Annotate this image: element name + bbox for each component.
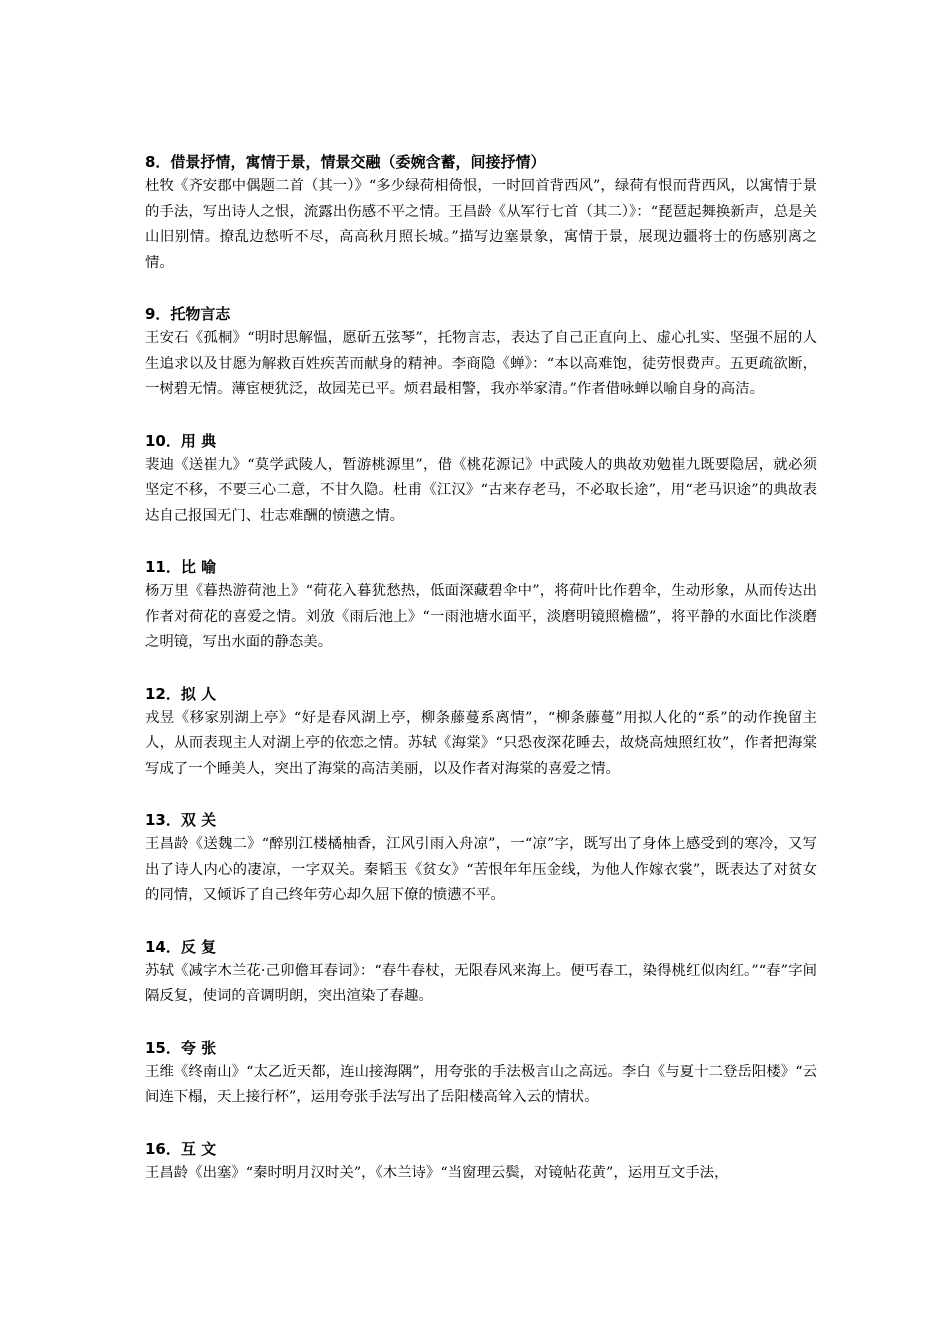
section-heading: 14．反 复	[145, 937, 217, 956]
section-11	[145, 555, 817, 656]
section-heading: 9．托物言志	[145, 305, 231, 323]
section-heading: 15．夸 张	[145, 1038, 217, 1057]
section-heading: 12．拟 人	[145, 684, 217, 703]
section-body: 戎昱《移家别湖上亭》“好是春风湖上亭，柳条藤蔓系离情”，“柳条藤蔓”用拟人化的“系”的动作挽留主人，从而表现主人对湖上亭的依恋之情。苏轼《海棠》“只恐夜深花睡去，故烧高烛照红妆”，作者把海棠写成了一个睡美人，突出了海棠的高洁美丽，以及作者对海棠的喜爱之情。	[145, 709, 817, 777]
section-body: 苏轼《减字木兰花·己卯儋耳春词》：“春牛春杖，无限春风来海上。便丐春工，染得桃红似肉红。”“春”字间隔反复，使词的音调明朗，突出渲染了春趣。	[145, 962, 817, 1004]
section-10	[145, 429, 817, 530]
section-8	[145, 150, 817, 276]
section-heading: 11．比 喻	[145, 558, 217, 576]
section-14	[145, 935, 817, 1010]
section-13	[145, 808, 817, 909]
section-body: 王昌龄《送魏二》“醉别江楼橘柚香，江风引雨入舟凉”，一“凉”字，既写出了身体上感受到的寒冷，又写出了诗人内心的凄凉，一字双关。秦韬玉《贫女》“苦恨年年压金线，为他人作嫁衣裳”，既表达了对贫女的同情，又倾诉了自己终年劳心却久屈下僚的愤懑不平。	[145, 836, 817, 903]
section-15	[145, 1036, 817, 1111]
section-16	[145, 1137, 817, 1187]
section-body: 杨万里《暮热游荷池上》“荷花入暮犹愁热，低面深藏碧伞中”，将荷叶比作碧伞，生动形象，从而传达出作者对荷花的喜爱之情。刘攽《雨后池上》“一雨池塘水面平，淡磨明镜照檐楹”，将平静的水面比作淡磨之明镜，写出水面的静态美。	[145, 583, 817, 650]
section-12	[145, 682, 817, 783]
section-body: 王安石《孤桐》“明时思解愠，愿斫五弦琴”，托物言志，表达了自己正直向上、虚心扎实、坚强不屈的人生追求以及甘愿为解救百姓疾苦而献身的精神。李商隐《蝉》：“本以高难饱，徒劳恨费声。五更疏欲断，一树碧无情。薄宦梗犹泛，故园芜已平。烦君最相警，我亦举家清。”作者借咏蝉以喻自身的高洁。	[145, 330, 817, 397]
section-heading: 10．用 典	[145, 431, 217, 450]
section-body: 裴迪《送崔九》“莫学武陵人，暂游桃源里”，借《桃花源记》中武陵人的典故劝勉崔九既要隐居，就必须坚定不移，不要三心二意，不甘久隐。杜甫《江汉》“古来存老马，不必取长途”，用“老马识途”的典故表达自己报国无门、壮志难酬的愤懑之情。	[145, 456, 817, 524]
section-body: 王维《终南山》“太乙近天都，连山接海隅”，用夸张的手法极言山之高远。李白《与夏十二登岳阳楼》“云间连下榻，天上接行杯”，运用夸张手法写出了岳阳楼高耸入云的情状。	[145, 1063, 817, 1105]
document-page	[145, 150, 817, 1212]
section-heading: 16．互 文	[145, 1139, 217, 1158]
section-heading: 13．双 关	[145, 811, 217, 829]
section-body: 杜牧《齐安郡中偶题二首（其一）》“多少绿荷相倚恨，一时回首背西风”，绿荷有恨而背西风，以寓情于景的手法，写出诗人之恨，流露出伤感不平之情。王昌龄《从军行七首（其二）》：“琵琶起舞换新声，总是关山旧别情。撩乱边愁听不尽，高高秋月照长城。”描写边塞景象，寓情于景，展现边疆将士的伤感别离之情。	[145, 178, 817, 271]
section-heading: 8．借景抒情，寓情于景，情景交融（委婉含蓄，间接抒情）	[145, 153, 546, 171]
section-body: 王昌龄《出塞》“秦时明月汉时关”，《木兰诗》“当窗理云鬓，对镜帖花黄”，运用互文手法，	[145, 1164, 729, 1181]
section-9	[145, 302, 817, 403]
